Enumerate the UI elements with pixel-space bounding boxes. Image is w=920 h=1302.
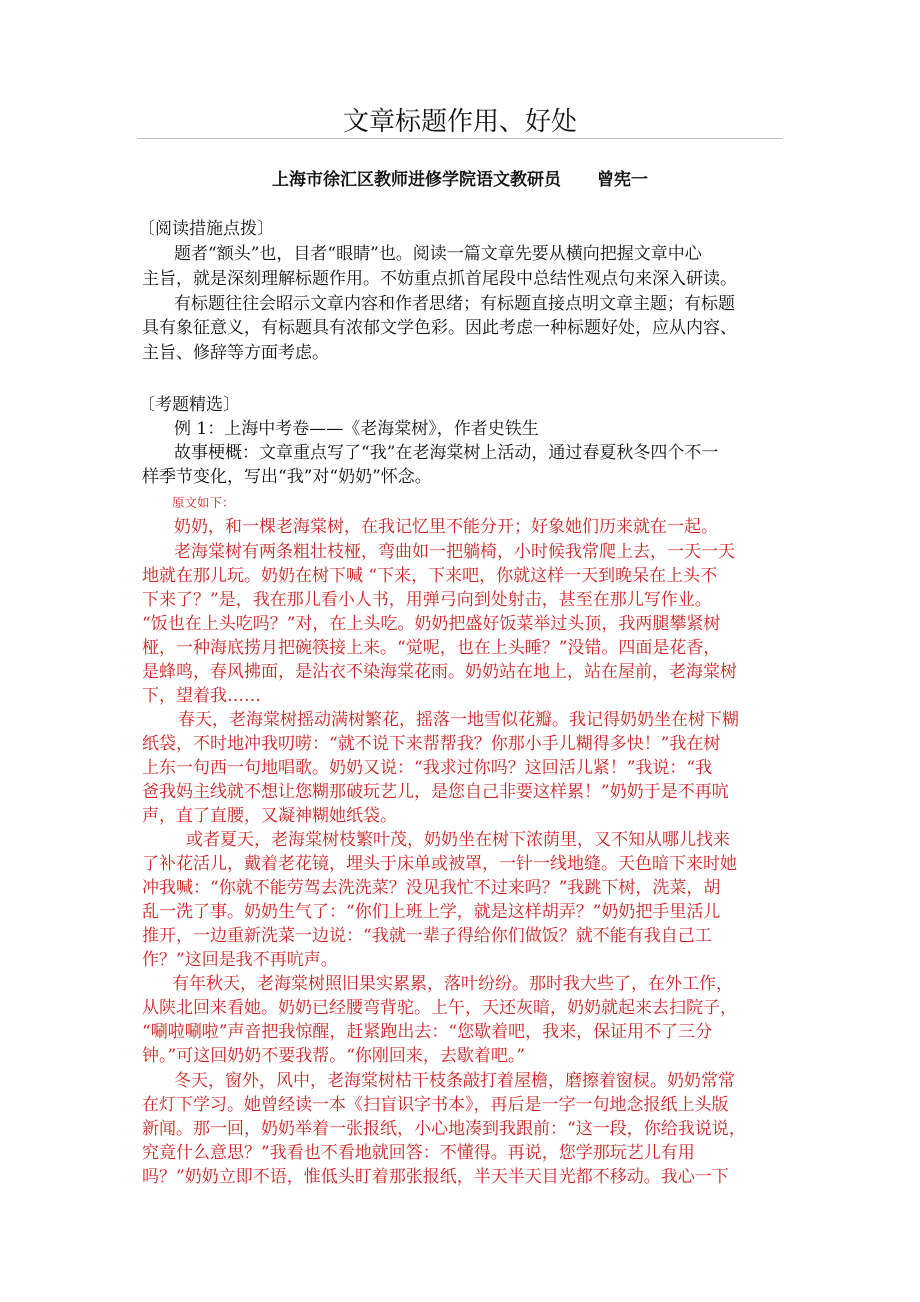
article-line: 作？”这回是我不再吭声。 — [142, 950, 338, 970]
article-line: 推开，一边重新洗菜一边说：“我就一辈子得给你们做饭？就不能有我自己工 — [142, 926, 712, 946]
article-line: 了补花活儿，戴着老花镜，埋头于床单或被罩，一针一线地缝。天色暗下来时她 — [142, 854, 737, 874]
article-line: 春天，老海棠树摇动满树繁花，摇落一地雪似花瓣。我记得奶奶坐在树下糊 — [178, 710, 739, 730]
paragraph-line: 主旨，就是深刻理解标题作用。不妨重点抓首尾段中总结性观点句来深入研读。 — [142, 269, 737, 289]
author-line — [0, 168, 920, 192]
article-line: 有年秋天，老海棠树照旧果实累累，落叶纷纷。那时我大些了，在外工作， — [172, 974, 733, 994]
paragraph-line: 例 1：上海中考卷——《老海棠树》，作者史铁生 — [174, 419, 539, 439]
article-line: 究竟什么意思？”我看也不看地就回答：不懂得。再说，您学那玩艺儿有用 — [142, 1143, 695, 1163]
paragraph-line: 样季节变化，写出“我”对“奶奶”怀念。 — [142, 467, 432, 487]
paragraph-line: 主旨、修辞等方面考虑。 — [142, 343, 329, 363]
article-line: 下来了？”是，我在那儿看小人书，用弹弓向到处射击，甚至在那儿写作业。 — [142, 590, 712, 610]
article-line: 下，望着我…… — [142, 686, 261, 706]
article-line: 是蜂鸣，春风拂面，是沾衣不染海棠花雨。奶奶站在地上，站在屋前，老海棠树 — [142, 662, 737, 682]
article-line: 冲我喊：“你就不能劳驾去洗洗菜？没见我忙不过来吗？”我跳下树，洗菜，胡 — [142, 878, 721, 898]
article-line: “饭也在上头吃吗？”对，在上头吃。奶奶把盛好饭菜举过头顶，我两腿攀紧树 — [142, 614, 721, 634]
paragraph-line: 故事梗概：文章重点写了“我”在老海棠树上活动，通过春夏秋冬四个不一 — [174, 443, 719, 463]
article-line: 纸袋，不时地冲我叨唠：“就不说下来帮帮我？你那小手儿糊得多快！”我在树 — [142, 734, 721, 754]
author-name: 曾宪一 — [597, 170, 648, 190]
article-line: 乱一洗了事。奶奶生气了：“你们上班上学，就是这样胡弄？”奶奶把手里活儿 — [142, 902, 721, 922]
paragraph-line: 有标题往往会昭示文章内容和作者思绪；有标题直接点明文章主题；有标题 — [174, 294, 735, 314]
article-line: 桠，一种海底捞月把碗筷接上来。“觉呢，也在上头睡？”没错。四面是花香， — [142, 638, 721, 658]
section-heading: 〔考题精选〕 — [138, 395, 240, 415]
article-line: 冬天，窗外，风中，老海棠树枯干枝条敲打着屋檐，磨擦着窗棂。奶奶常常 — [174, 1071, 735, 1091]
article-line: 地就在那儿玩。奶奶在树下喊 “下来，下来吧，你就这样一天到晚呆在上头不 — [142, 566, 718, 586]
article-line: 或者夏天，老海棠树枝繁叶茂，奶奶坐在树下浓荫里，又不知从哪儿找来 — [186, 830, 730, 850]
article-line: 声，直了直腰，又凝神糊她纸袋。 — [142, 806, 397, 826]
title-divider — [137, 138, 783, 139]
article-line: 新闻。那一回，奶奶举着一张报纸，小心地凑到我跟前：“这一段，你给我说说， — [142, 1119, 746, 1139]
article-line: 从陕北回来看她。奶奶已经腰弯背驼。上午，天还灰暗，奶奶就起来去扫院子， — [142, 998, 737, 1018]
article-line: 奶奶，和一棵老海棠树，在我记忆里不能分开；好象她们历来就在一起。 — [174, 517, 718, 537]
article-line: 爸我妈主线就不想让您糊那破玩艺儿，是您自己非要这样累！”奶奶于是不再吭 — [142, 782, 729, 802]
section-heading: 〔阅读措施点拨〕 — [138, 219, 274, 239]
article-line: 钟。”可这回奶奶不要我帮。“你刚回来，去歇着吧。” — [142, 1046, 526, 1066]
original-text-label: 原文如下： — [172, 495, 235, 510]
author-org: 上海市徐汇区教师进修学院语文教研员 — [272, 170, 561, 190]
article-line: 上东一句西一句地唱歌。奶奶又说：“我求过你吗？这回活儿紧！”我说：“我 — [142, 758, 713, 778]
article-line: 老海棠树有两条粗壮枝桠，弯曲如一把躺椅，小时候我常爬上去，一天一天 — [174, 542, 735, 562]
page-title: 文章标题作用、好处 — [342, 107, 577, 137]
paragraph-line: 具有象征意义，有标题具有浓郁文学色彩。因此考虑一种标题好处，应从内容、 — [142, 318, 737, 338]
paragraph-line: 题者“额头”也，目者“眼睛”也。阅读一篇文章先要从横向把握文章中心 — [174, 244, 702, 264]
article-line: 吗？”奶奶立即不语，惟低头盯着那张报纸，半天半天目光都不移动。我心一下 — [142, 1167, 729, 1187]
article-line: “唰啦唰啦”声音把我惊醒，赶紧跑出去：“您歇着吧，我来，保证用不了三分 — [142, 1022, 713, 1042]
article-line: 在灯下学习。她曾经读一本《扫盲识字书本》，再后是一字一句地念报纸上头版 — [142, 1095, 729, 1115]
